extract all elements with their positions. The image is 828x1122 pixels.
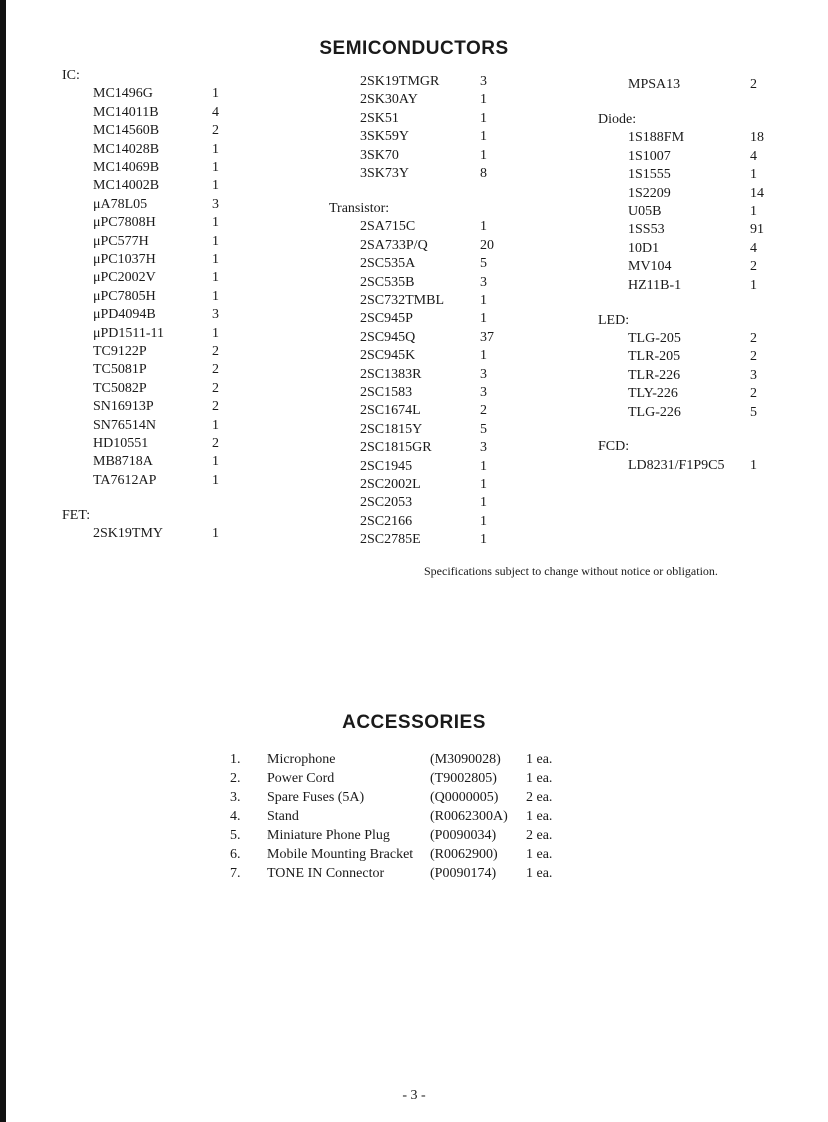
accessory-row	[230, 751, 570, 769]
part-quantity: 1	[750, 203, 757, 219]
part-row	[62, 122, 232, 140]
part-number: MC14028B	[93, 141, 160, 157]
part-number: 2SK19TMGR	[360, 74, 440, 89]
accessory-name: Power Cord	[267, 771, 335, 786]
part-number: μPD4094B	[93, 307, 156, 323]
category-heading: Transistor:	[329, 200, 390, 216]
part-row	[329, 147, 499, 165]
part-quantity: 3	[480, 366, 487, 382]
part-row	[598, 148, 766, 166]
part-row	[62, 343, 232, 361]
accessory-code: (R0062900)	[430, 847, 498, 862]
part-quantity: 2	[212, 436, 219, 451]
category-heading: FET:	[62, 507, 91, 523]
accessory-number: 7.	[230, 866, 241, 881]
part-quantity: 2	[212, 123, 219, 139]
part-quantity: 4	[212, 104, 219, 120]
part-row	[329, 128, 499, 146]
part-row	[62, 325, 232, 343]
accessory-name: Microphone	[267, 752, 336, 767]
part-quantity: 3	[212, 196, 219, 212]
part-quantity: 18	[750, 130, 764, 146]
part-quantity: 1	[212, 417, 219, 433]
part-number: 1S1007	[628, 148, 671, 164]
part-number: 2SC1674L	[360, 403, 421, 419]
part-number: MC14002B	[93, 178, 160, 194]
part-row	[329, 531, 499, 549]
part-row	[329, 494, 499, 512]
accessory-code: (P0090034)	[430, 828, 497, 843]
part-row	[62, 288, 232, 306]
part-row	[329, 439, 499, 457]
part-number: 2SC1383R	[360, 366, 422, 382]
part-row	[598, 203, 766, 221]
part-quantity: 8	[480, 166, 487, 181]
semiconductors-title: SEMICONDUCTORS	[319, 38, 509, 59]
accessories-list	[230, 751, 570, 891]
part-number: 1S188FM	[628, 130, 685, 146]
part-number: SN16913P	[93, 399, 154, 415]
part-number: μPC7805H	[93, 288, 156, 304]
part-number: 2SC535A	[360, 256, 416, 272]
accessory-row	[230, 808, 570, 826]
part-number: HZ11B-1	[628, 277, 682, 293]
part-quantity: 1	[480, 147, 487, 163]
part-number: 2SK51	[360, 110, 399, 126]
part-quantity: 1	[480, 219, 487, 235]
part-number: μPC2002V	[93, 270, 156, 286]
part-quantity: 2	[212, 362, 219, 378]
part-number: TLG-205	[628, 330, 681, 346]
part-row	[329, 310, 499, 328]
part-number: 2SC2002L	[360, 476, 421, 492]
accessory-code: (M3090028)	[430, 752, 501, 767]
part-number: MV104	[628, 259, 672, 275]
part-row	[62, 417, 232, 435]
part-number: MB8718A	[93, 454, 153, 470]
part-quantity: 1	[212, 454, 219, 470]
part-quantity: 1	[212, 288, 219, 304]
part-quantity: 1	[480, 129, 487, 145]
part-number: 2SC2053	[360, 495, 413, 511]
part-number: MC1496G	[93, 86, 153, 102]
part-number: μPD1511-11	[93, 325, 165, 341]
part-row	[329, 347, 499, 365]
part-quantity: 2	[750, 330, 757, 346]
part-quantity: 3	[480, 384, 487, 400]
part-row	[329, 237, 499, 255]
part-quantity: 1	[750, 167, 757, 183]
part-quantity: 4	[750, 240, 757, 256]
part-number: TLR-205	[628, 349, 681, 365]
part-quantity: 5	[480, 421, 487, 437]
accessory-row	[230, 789, 570, 807]
part-number: 1SS53	[628, 222, 665, 238]
part-number: 2SC1945	[360, 458, 413, 474]
part-number: TC5082P	[93, 380, 147, 396]
part-quantity: 1	[212, 233, 219, 249]
accessory-name: Spare Fuses (5A)	[267, 790, 365, 805]
accessory-code: (R0062300A)	[430, 809, 508, 824]
part-row	[329, 421, 499, 439]
part-quantity: 2	[750, 386, 757, 402]
part-number: TLG-226	[628, 404, 681, 420]
part-quantity: 14	[750, 185, 764, 201]
part-quantity: 1	[212, 325, 219, 341]
accessory-quantity: 2 ea.	[526, 790, 553, 805]
part-row	[329, 329, 499, 347]
part-quantity: 2	[750, 259, 757, 275]
part-number: 2SK30AY	[360, 92, 418, 108]
part-quantity: 1	[212, 86, 219, 102]
semiconductors-column-3	[598, 76, 766, 486]
part-quantity: 1	[750, 277, 757, 293]
accessory-name: Mobile Mounting Bracket	[267, 847, 414, 862]
accessory-quantity: 1 ea.	[526, 866, 553, 881]
part-number: HD10551	[93, 436, 149, 451]
part-row	[598, 330, 766, 348]
accessory-quantity: 1 ea.	[526, 752, 553, 767]
part-number: 2SC945P	[360, 311, 413, 327]
part-row	[598, 221, 766, 239]
part-quantity: 1	[212, 472, 219, 488]
part-quantity: 5	[750, 404, 757, 420]
part-row	[329, 292, 499, 310]
part-quantity: 91	[750, 222, 764, 238]
part-row	[329, 91, 499, 109]
part-row	[62, 435, 232, 453]
part-quantity: 37	[480, 329, 494, 345]
part-quantity: 1	[212, 526, 219, 542]
part-row	[329, 165, 499, 183]
part-number: μPC577H	[93, 233, 149, 249]
accessory-quantity: 1 ea.	[526, 847, 553, 862]
part-row	[598, 277, 766, 295]
part-number: MC14011B	[93, 104, 159, 120]
part-row	[329, 218, 499, 236]
part-quantity: 1	[480, 458, 487, 474]
part-quantity: 1	[480, 476, 487, 492]
part-quantity: 1	[212, 160, 219, 175]
scan-edge-bar	[0, 0, 6, 1122]
part-row	[598, 258, 766, 276]
semiconductors-column-1	[62, 67, 232, 557]
part-row	[329, 384, 499, 402]
part-quantity: 2	[212, 380, 219, 396]
part-number: 1S2209	[628, 185, 671, 201]
part-row	[329, 73, 499, 91]
part-row	[598, 457, 766, 475]
accessory-code: (T9002805)	[430, 771, 497, 786]
part-quantity: 3	[212, 307, 219, 323]
part-row	[329, 513, 499, 531]
part-row	[598, 367, 766, 385]
part-number: 2SA733P/Q	[360, 237, 428, 253]
accessory-name: Miniature Phone Plug	[267, 828, 390, 843]
part-quantity: 1	[212, 178, 219, 194]
accessory-number: 4.	[230, 809, 241, 824]
part-number: 10D1	[628, 240, 660, 256]
part-number: 3SK73Y	[360, 166, 410, 181]
part-row	[62, 104, 232, 122]
part-row	[62, 251, 232, 269]
part-quantity: 5	[480, 256, 487, 272]
part-row	[598, 76, 766, 94]
part-number: 2SC2785E	[360, 532, 421, 548]
part-quantity: 1	[750, 457, 757, 473]
part-quantity: 3	[750, 367, 757, 383]
part-number: 1S1555	[628, 167, 671, 183]
part-row	[62, 159, 232, 177]
part-number: MPSA13	[628, 77, 681, 92]
part-number: 2SC1815Y	[360, 421, 423, 437]
part-quantity: 3	[480, 274, 487, 290]
part-number: TLR-226	[628, 367, 681, 383]
category-heading: Diode:	[598, 111, 637, 127]
part-number: 2SC535B	[360, 274, 415, 290]
part-number: 2SK19TMY	[93, 526, 164, 542]
part-quantity: 1	[480, 110, 487, 126]
part-quantity: 1	[480, 513, 487, 529]
part-row	[329, 476, 499, 494]
part-row	[62, 269, 232, 287]
specifications-note: Specifications subject to change without notice or obligation.	[424, 564, 718, 578]
accessory-name: TONE IN Connector	[267, 866, 385, 881]
part-number: U05B	[628, 203, 662, 219]
part-number: 2SC2166	[360, 513, 413, 529]
part-row	[62, 214, 232, 232]
part-row	[329, 402, 499, 420]
part-row	[598, 166, 766, 184]
part-number: SN76514N	[93, 417, 157, 433]
accessory-code: (Q0000005)	[430, 790, 499, 805]
part-number: TA7612AP	[93, 472, 157, 488]
part-number: TC5081P	[93, 362, 147, 378]
accessory-quantity: 1 ea.	[526, 771, 553, 786]
accessory-row	[230, 827, 570, 845]
part-row	[329, 274, 499, 292]
accessory-row	[230, 846, 570, 864]
accessory-quantity: 1 ea.	[526, 809, 553, 824]
accessory-number: 2.	[230, 771, 241, 786]
part-row	[598, 385, 766, 403]
part-row	[598, 404, 766, 422]
part-quantity: 1	[480, 92, 487, 108]
part-quantity: 1	[480, 348, 487, 364]
category-heading: FCD:	[598, 439, 630, 455]
semiconductors-column-2	[329, 73, 499, 559]
category-heading: LED:	[598, 312, 630, 328]
part-number: TLY-226	[628, 386, 678, 402]
part-row	[62, 398, 232, 416]
part-number: 2SA715C	[360, 219, 416, 235]
part-quantity: 20	[480, 237, 494, 253]
part-row	[62, 85, 232, 103]
part-row	[329, 366, 499, 384]
part-row	[62, 472, 232, 490]
page-number: - 3 -	[402, 1088, 426, 1103]
part-quantity: 4	[750, 148, 757, 164]
part-quantity: 1	[480, 292, 487, 308]
part-number: 2SC945Q	[360, 329, 416, 345]
part-quantity: 1	[212, 270, 219, 286]
accessory-number: 5.	[230, 828, 241, 843]
accessory-quantity: 2 ea.	[526, 828, 553, 843]
part-row	[62, 380, 232, 398]
part-quantity: 2	[480, 403, 487, 419]
part-quantity: 1	[212, 252, 219, 267]
part-number: μA78L05	[93, 196, 148, 212]
part-quantity: 3	[480, 74, 487, 89]
part-number: 2SC1583	[360, 384, 413, 400]
part-number: 2SC945K	[360, 348, 416, 364]
part-number: MC14560B	[93, 123, 160, 139]
part-number: 3SK70	[360, 147, 399, 163]
part-row	[598, 129, 766, 147]
part-row	[598, 348, 766, 366]
part-number: 2SC732TMBL	[360, 292, 445, 308]
part-quantity: 2	[212, 399, 219, 415]
part-quantity: 2	[750, 349, 757, 365]
part-number: TC9122P	[93, 344, 147, 359]
part-quantity: 1	[480, 495, 487, 511]
part-row	[598, 185, 766, 203]
part-row	[329, 458, 499, 476]
part-quantity: 1	[212, 215, 219, 231]
part-row	[62, 141, 232, 159]
accessory-row	[230, 770, 570, 788]
accessory-name: Stand	[267, 809, 299, 824]
part-row	[62, 361, 232, 379]
part-quantity: 1	[212, 141, 219, 157]
part-number: 3SK59Y	[360, 129, 410, 145]
part-row	[62, 177, 232, 195]
part-number: MC14069B	[93, 160, 160, 175]
part-row	[62, 233, 232, 251]
accessories-title: ACCESSORIES	[342, 712, 486, 733]
part-number: LD8231/F1P9C5	[628, 457, 725, 473]
part-quantity: 3	[480, 440, 487, 456]
accessory-number: 6.	[230, 847, 241, 862]
accessory-code: (P0090174)	[430, 866, 497, 881]
part-row	[62, 453, 232, 471]
accessory-number: 3.	[230, 790, 241, 805]
accessory-number: 1.	[230, 752, 241, 767]
accessory-row	[230, 865, 570, 883]
part-number: μPC7808H	[93, 215, 156, 231]
part-quantity: 2	[212, 344, 219, 359]
part-quantity: 2	[750, 77, 757, 92]
category-heading: IC:	[62, 68, 80, 83]
part-number: μPC1037H	[93, 252, 156, 267]
part-row	[62, 196, 232, 214]
part-number: 2SC1815GR	[360, 440, 432, 456]
part-row	[329, 110, 499, 128]
part-quantity: 1	[480, 311, 487, 327]
part-quantity: 1	[480, 532, 487, 548]
part-row	[62, 525, 232, 543]
part-row	[62, 306, 232, 324]
part-row	[329, 255, 499, 273]
part-row	[598, 240, 766, 258]
